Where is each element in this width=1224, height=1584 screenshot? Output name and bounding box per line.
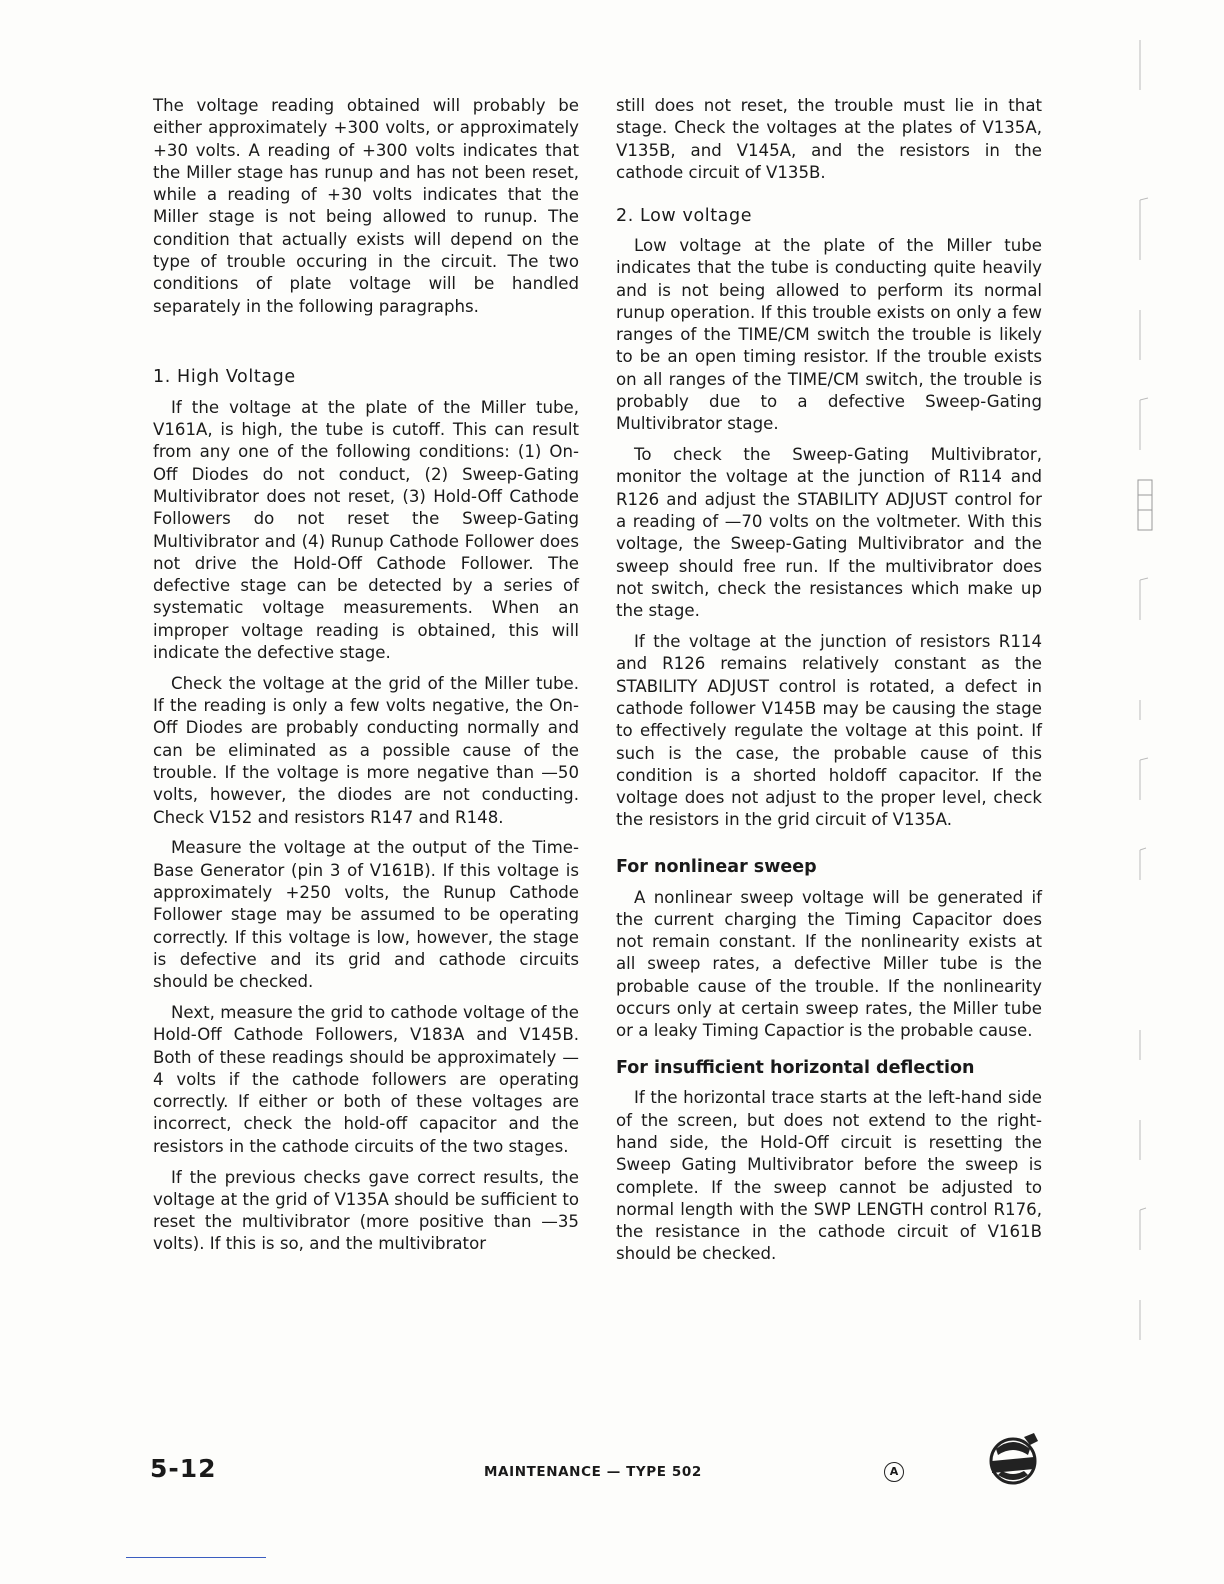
revision-mark: A xyxy=(884,1462,904,1482)
heading-high-voltage: 1. High Voltage xyxy=(153,367,296,388)
footer-title: MAINTENANCE — TYPE 502 xyxy=(484,1464,702,1480)
paragraph: Measure the voltage at the output of the Time-Base Generator (pin 3 of V161B). If this voltage is approximately +250 volts, the Runup Cathode Follower stage may be assumed to be operating correctly. If this voltage is low, however, the stage is defective and its grid and cathode circuits should be checked. xyxy=(153,838,579,992)
right-column xyxy=(616,95,1042,1274)
tektronix-logo xyxy=(984,1431,1042,1487)
heading-nonlinear-sweep: For nonlinear sweep xyxy=(616,857,817,878)
paragraph: If the horizontal trace starts at the left-hand side of the screen, but does not extend to the right-hand side, the Hold-Off circuit is resetting the Sweep Gating Multivibrator before the sweep is complete. If the sweep cannot be adjusted to normal length with the SWP LENGTH control R176, the resistance in the cathode circuit of V161B should be checked. xyxy=(616,1088,1042,1264)
paragraph: If the voltage at the plate of the Miller tube, V161A, is high, the tube is cutoff. This can result from any one of the following conditions: (1) On-Off Diodes do not conduct, (2) Sweep-Gating Multivibrator does not reset, (3) Hold-Off Cathode Followers do not reset the Sweep-Gating Multivibrator and (4) Runup Cathode Follower does not drive the Hold-Off Cathode Follower. The defective stage can be detected by a series of systematic voltage measurements. When an improper voltage reading is obtained, this will indicate the defective stage. xyxy=(153,397,579,663)
paragraph: To check the Sweep-Gating Multivibrator, monitor the voltage at the junction of R114 and R126 and adjust the STABILITY ADJUST control for a reading of —70 volts on the voltmeter. With this voltage, the Sweep-Gating Multivibrator and the sweep should free run. If the multivibrator does not switch, check the resistances which make up the stage. xyxy=(616,445,1042,621)
paragraph: A nonlinear sweep voltage will be generated if the current charging the Timing Capacitor does not remain constant. If the nonlinearity exists at all sweep rates, a defective Miller tube is the probable cause of the trouble. If the nonlinearity occurs only at certain sweep rates, the Miller tube or a leaky Timing Capactior is the probable cause. xyxy=(616,887,1042,1041)
page-number: 5-12 xyxy=(150,1454,217,1483)
heading-low-voltage: 2. Low voltage xyxy=(616,205,753,226)
paragraph: Check the voltage at the grid of the Miller tube. If the reading is only a few volts negative, the On-Off Diodes are probably conducting normally and can be eliminated as a possible cause of the trouble. If the voltage is more negative than —50 volts, however, the diodes are not conducting. Check V152 and resistors R147 and R148. xyxy=(153,673,579,827)
left-column xyxy=(153,95,579,1264)
scan-artifact-line xyxy=(126,1557,266,1558)
continued-paragraph: still does not reset, the trouble must lie in that stage. Check the voltages at the plates of V135A, V135B, and V145A, and the resistors in the cathode circuit of V135B. xyxy=(616,96,1042,182)
intro-paragraph: The voltage reading obtained will probably be either approximately +300 volts, or approximately +30 volts. A reading of +300 volts indicates that the Miller stage has runup and has not been reset, while a reading of +30 volts indicates that the Miller stage is not being allowed to runup. The condition that actually exists will depend on the type of trouble occuring in the circuit. The two conditions of plate voltage will be handled separately in the following paragraphs. xyxy=(153,96,579,316)
scan-edge-marks xyxy=(1130,0,1170,1584)
paragraph: If the previous checks gave correct results, the voltage at the grid of V135A should be sufficient to reset the multivibrator (more positive than —35 volts). If this is so, and the multivibrator xyxy=(153,1167,579,1254)
paragraph: Next, measure the grid to cathode voltage of the Hold-Off Cathode Followers, V183A and V145B. Both of these readings should be approximately —4 volts if the cathode followers are operating correctly. If either or both of these voltages are incorrect, check the hold-off capacitor and the resistors in the cathode circuits of the two stages. xyxy=(153,1002,579,1156)
paragraph: Low voltage at the plate of the Miller tube indicates that the tube is conducting quite heavily and is not being allowed to perform its normal runup operation. If this trouble exists on only a few ranges of the TIME/CM switch the trouble is likely to be an open timing resistor. If the trouble exists on all ranges of the TIME/CM switch, the trouble is probably due to a defective Sweep-Gating Multivibrator stage. xyxy=(616,235,1042,434)
heading-insufficient-deflection: For insufficient horizontal deflection xyxy=(616,1058,975,1079)
paragraph: If the voltage at the junction of resistors R114 and R126 remains relatively constant as the STABILITY ADJUST control is rotated, a defect in cathode follower V145B may be causing the stage to effectively regulate the voltage at this point. If such is the case, the probable cause of this condition is a shorted holdoff capacitor. If the voltage does not adjust to the proper level, check the resistors in the grid circuit of V135A. xyxy=(616,632,1042,830)
